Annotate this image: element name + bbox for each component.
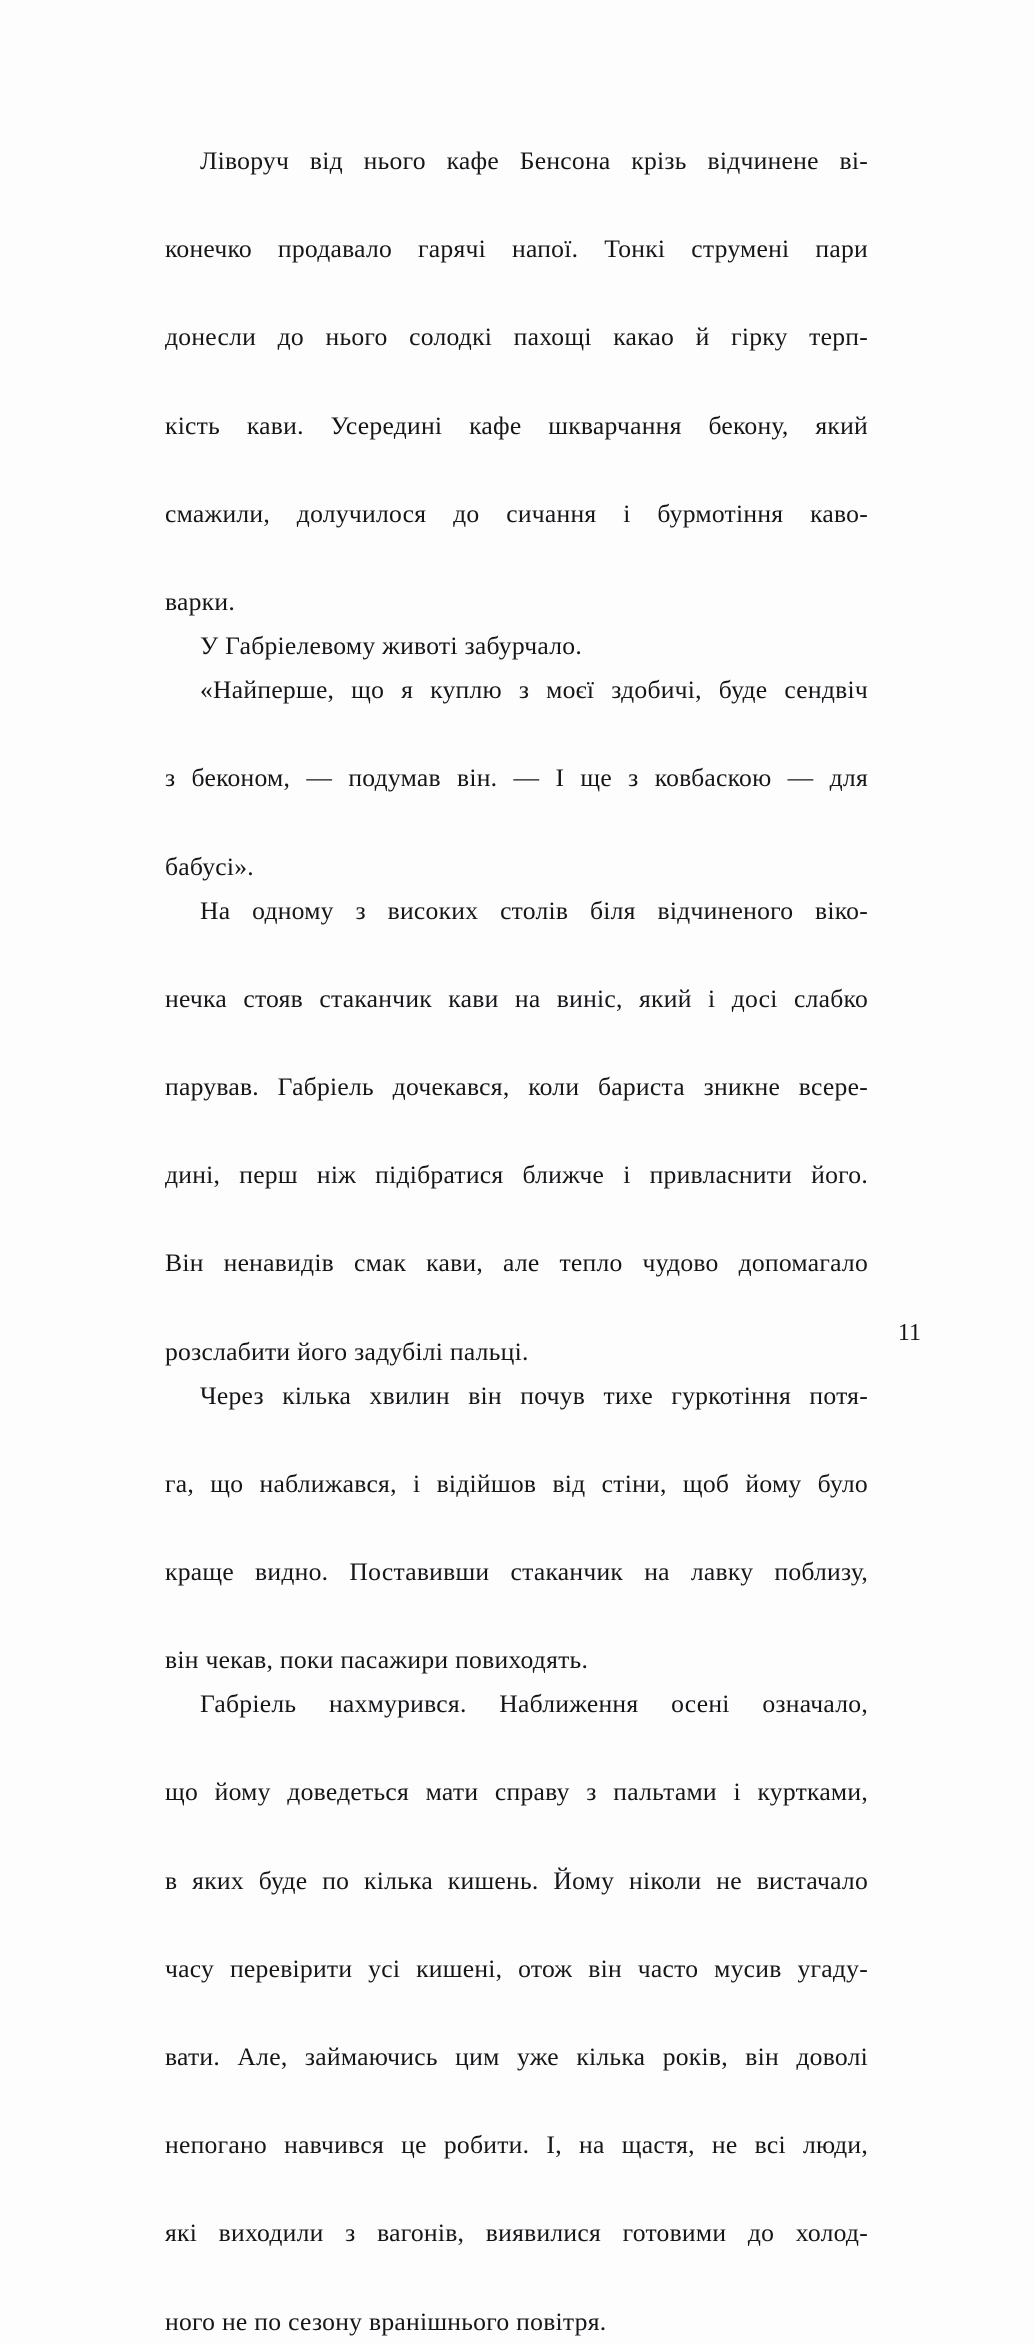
text-line: конечко продавало гарячі напої. Тонкі струмені пари <box>165 234 868 264</box>
text-line: ного не по сезону вранішнього повітря. <box>165 2306 607 2336</box>
text-line: Через кілька хвилин він почув тихе гуркотіння потя- <box>200 1380 868 1410</box>
text-line: часу перевірити усі кишені, отож він часто мусив угаду- <box>165 1953 868 1983</box>
text-line: вати. Але, займаючись цим уже кілька років, він доволі <box>165 2042 868 2072</box>
text-line: в яких буде по кілька кишень. Йому ніколи не вистачало <box>165 1865 868 1895</box>
text-line: Ліворуч від нього кафе Бенсона крізь відчинене ві- <box>200 146 868 175</box>
text-line: розслабити його задубілі пальці. <box>165 1336 529 1366</box>
text-line: кість кави. Усередині кафе шкварчання бекону, який <box>165 410 868 440</box>
text-line: Габріель нахмурився. Наближення осені означало, <box>200 1689 868 1719</box>
text-line: дині, перш ніж підібратися ближче і привласнити його. <box>165 1160 868 1190</box>
text-line: На одному з високих столів біля відчиненого віко- <box>200 895 868 925</box>
text-line: нечка стояв стаканчик кави на виніс, який і досі слабко <box>165 983 868 1013</box>
paragraph <box>165 1374 868 1683</box>
text-line: Він ненавидів смак кави, але тепло чудово допомагало <box>165 1248 868 1278</box>
text-line: бабусі». <box>165 851 254 881</box>
text-line: він чекав, поки пасажири повиходять. <box>165 1645 589 1675</box>
text-line: що йому доведеться мати справу з пальтами і куртками, <box>165 1777 868 1807</box>
text-line: смажили, долучилося до сичання і бурмотіння каво- <box>165 498 868 528</box>
page-number: 11 <box>897 1320 921 1346</box>
text-line: краще видно. Поставивши стаканчик на лавку поблизу, <box>165 1557 868 1586</box>
text-line: непогано навчився це робити. І, на щастя, не всі люди, <box>165 2130 868 2160</box>
paragraph <box>165 889 868 1374</box>
text-line: донесли до нього солодкі пахощі какао й гірку терп- <box>165 322 868 352</box>
text-line: «Найперше, що я куплю з моєї здобичі, буде сендвіч <box>200 675 868 705</box>
paragraph <box>165 139 868 624</box>
text-line: га, що наближався, і відійшов від стіни, щоб йому було <box>165 1468 868 1498</box>
text-line: які виходили з вагонів, виявилися готовими до холод- <box>165 2218 868 2248</box>
paragraph <box>165 1682 868 2343</box>
body-text-column <box>165 139 868 2344</box>
text-line: парував. Габріель дочекався, коли бариста зникне всере- <box>165 1071 868 1101</box>
text-line: з беконом, — подумав він. — І ще з ковбаскою — для <box>165 763 868 793</box>
paragraph <box>165 624 868 668</box>
paragraph <box>165 668 868 888</box>
text-line: У Габріелевому животі забурчало. <box>200 631 582 661</box>
text-line: варки. <box>165 586 235 616</box>
